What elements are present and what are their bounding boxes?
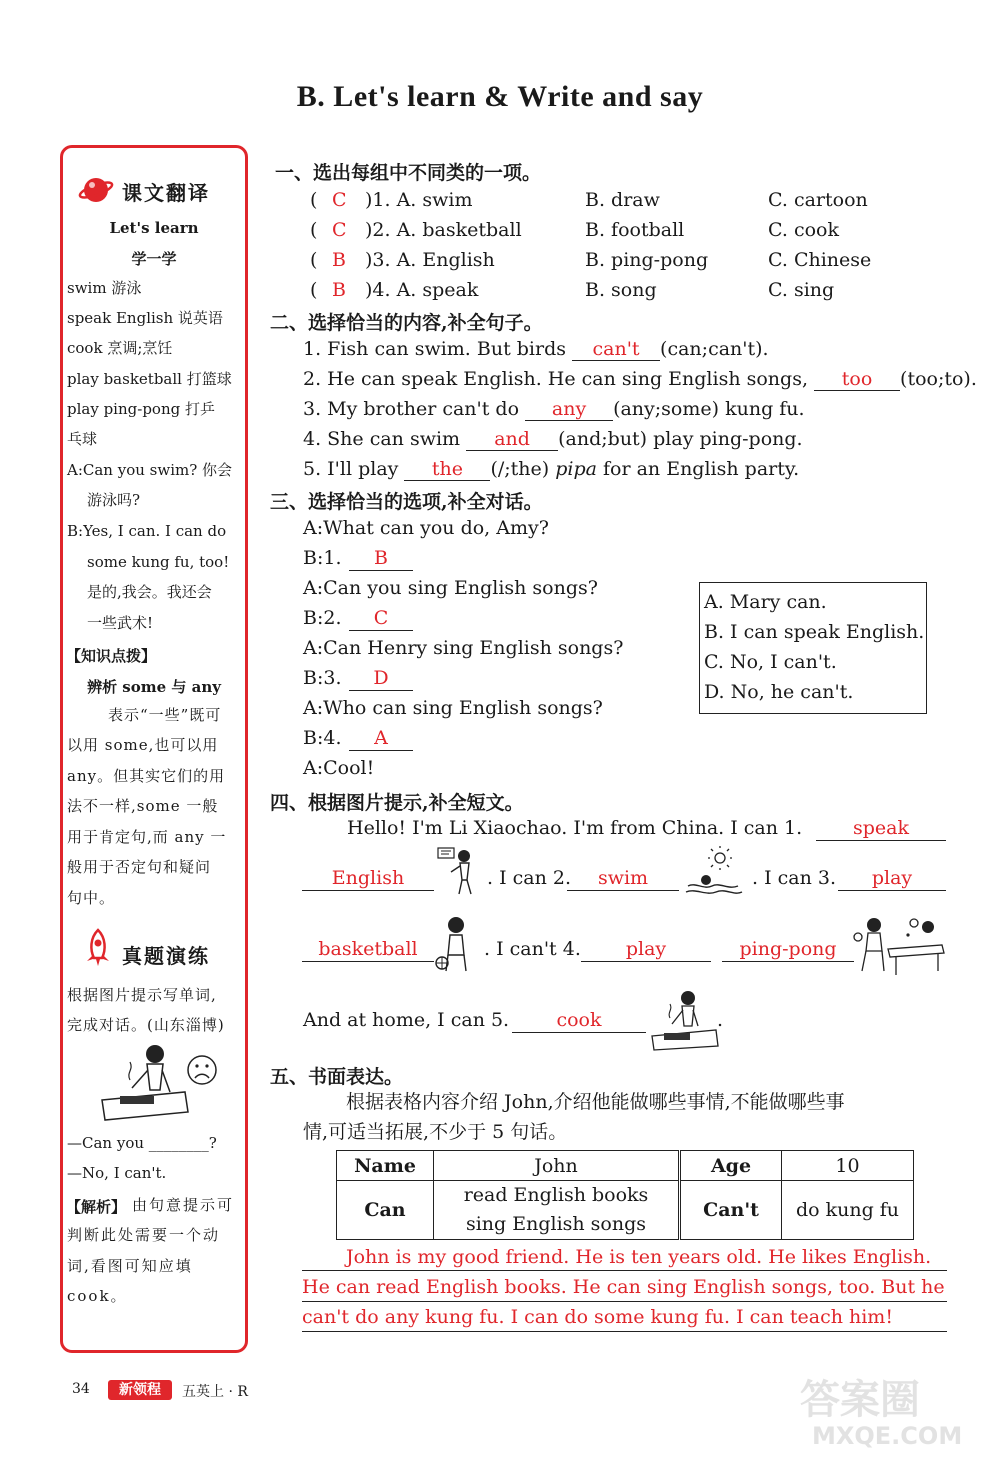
- option-b: B. song: [585, 279, 657, 301]
- sentence-options: (any;some) kung fu.: [613, 398, 805, 420]
- part4-text-4: . I can't 4.: [484, 938, 581, 960]
- swimming-picture: [682, 846, 746, 898]
- answer-cook: cook: [512, 1008, 646, 1033]
- page-number: 34: [72, 1381, 90, 1397]
- answer-pingpong: ping-pong: [722, 937, 854, 962]
- answer-english: English: [302, 866, 434, 891]
- answer-blank: the: [404, 458, 490, 481]
- paren-open: (: [310, 219, 318, 241]
- page-title: B. Let's learn & Write and say: [296, 80, 704, 113]
- sidebar-line: A:Can you swim? 你会: [67, 461, 233, 479]
- table-can-1: read English books: [463, 1184, 649, 1206]
- dialogue-line: A:Cool!: [303, 757, 375, 779]
- paren-open: (: [310, 249, 318, 271]
- cooking-picture: [650, 988, 720, 1052]
- dialogue-line: A:Can you sing English songs?: [303, 577, 598, 599]
- sentence-text: 2. He can speak English. He can sing English songs,: [303, 368, 815, 390]
- sidebar-sub-title: Let's learn: [109, 219, 199, 237]
- answer-choice: C: [332, 189, 347, 211]
- book-label: 五英上 · R: [182, 1384, 248, 1400]
- part5-prompt-2: 情,可适当拓展,不少于 5 句话。: [303, 1121, 568, 1143]
- answer-choice: B: [332, 279, 346, 301]
- rocket-icon: [80, 928, 116, 968]
- part4-heading: 四、根据图片提示,补全短文。: [270, 792, 524, 814]
- table-header-can: Can: [337, 1181, 434, 1240]
- dialogue-line: B:4.: [303, 727, 342, 749]
- sidebar-line: play ping-pong 打乒: [67, 400, 215, 418]
- sidebar-line: some kung fu, too!: [87, 553, 230, 571]
- table-cant: do kung fu: [782, 1181, 914, 1240]
- tip-line: any。但其实它们的用: [67, 767, 226, 785]
- part4-end: .: [717, 1009, 724, 1031]
- part5-heading: 五、书面表达。: [270, 1066, 404, 1088]
- sidebar-line: swim 游泳: [67, 279, 142, 297]
- tip-line: 般用于否定句和疑问: [67, 858, 212, 876]
- sidebar-line: 是的,我会。我还会: [87, 583, 212, 601]
- watermark-logo: 答案圈: [800, 1377, 920, 1423]
- answer-play-pingpong: play: [581, 937, 711, 962]
- italic-word: pipa: [555, 458, 597, 480]
- sentence-options: (/;the): [490, 458, 556, 480]
- part4-intro: Hello! I'm Li Xiaochao. I'm from China. I can 1.: [347, 817, 803, 839]
- dialogue-answer: D: [349, 666, 413, 691]
- analysis-line: 判断此处需要一个动: [67, 1226, 221, 1244]
- watermark-url: MXQE.COM: [812, 1422, 963, 1450]
- option-line: D. No, he can't.: [704, 681, 854, 703]
- part1-heading: 一、选出每组中不同类的一项。: [275, 162, 542, 184]
- sentence-row: [303, 337, 769, 361]
- table-can-2: sing English songs: [465, 1213, 647, 1235]
- speaking-english-picture: [436, 846, 484, 896]
- answer-blank: too: [814, 368, 900, 391]
- sidebar-section-exercise-title: 真题演练: [122, 944, 210, 968]
- tip-line: 法不一样,some 一般: [67, 797, 219, 815]
- option-b: B. ping-pong: [585, 249, 709, 271]
- tip-title: 辨析 some 与 any: [87, 678, 221, 696]
- sentence-row: [303, 397, 805, 421]
- answer-swim: swim: [567, 866, 679, 891]
- analysis-line: 由句意提示可: [132, 1196, 235, 1214]
- option-a: )4. A. speak: [365, 279, 479, 301]
- table-age: 10: [782, 1151, 914, 1181]
- sentence-text: 3. My brother can't do: [303, 398, 526, 420]
- cooking-boy-sad-face-picture: [100, 1040, 220, 1125]
- tip-line: 以用 some,也可以用: [67, 736, 219, 754]
- sentence-end: for an English party.: [596, 458, 800, 480]
- answer-blank: can't: [572, 338, 660, 361]
- sidebar-sub-title-cn: 学一学: [131, 250, 177, 268]
- essay-line-1: John is my good friend. He is ten years old. He likes English.: [302, 1243, 947, 1271]
- dialogue-line: B:3.: [303, 667, 342, 689]
- tip-line: 用于肯定句,而 any 一: [67, 828, 227, 846]
- answer-choice: B: [332, 249, 346, 271]
- tip-line: 句中。: [67, 889, 116, 907]
- sidebar-line: 游泳吗?: [87, 491, 141, 509]
- sidebar-section-translation-title: 课文翻译: [122, 181, 210, 205]
- table-header-cant: Can't: [680, 1181, 782, 1240]
- sentence-row: [303, 427, 803, 451]
- dialogue-answer: A: [349, 726, 413, 751]
- option-b: B. draw: [585, 189, 660, 211]
- dialogue-line: B:2.: [303, 607, 342, 629]
- table-can-cell: [434, 1181, 680, 1240]
- brand-badge: 新领程: [108, 1380, 172, 1400]
- part5-prompt-1: 根据表格内容介绍 John,介绍他能做哪些事情,不能做哪些事: [346, 1091, 845, 1113]
- analysis-line: cook。: [67, 1287, 128, 1305]
- paren-open: (: [310, 189, 318, 211]
- essay-line-2: He can read English books. He can sing English songs, too. But he: [302, 1273, 947, 1302]
- tip-line: 表示“一些”既可: [108, 706, 222, 724]
- dialogue-answer: C: [349, 606, 413, 631]
- answer-blank: any: [525, 398, 613, 421]
- sentence-options: (and;but) play ping-pong.: [558, 428, 803, 450]
- table-name: John: [434, 1151, 680, 1181]
- basketball-picture: [432, 915, 480, 973]
- table-header-age: Age: [680, 1151, 782, 1181]
- option-line: A. Mary can.: [704, 591, 827, 613]
- paren-open: (: [310, 279, 318, 301]
- option-a: )3. A. English: [365, 249, 495, 271]
- part4-text-2: . I can 2.: [487, 867, 571, 889]
- sidebar-line: B:Yes, I can. I can do: [67, 522, 227, 540]
- sentence-text: 5. I'll play: [303, 458, 405, 480]
- option-c: C. sing: [768, 279, 835, 301]
- sentence-row: [303, 457, 799, 481]
- exercise-line: 完成对话。(山东淄博): [67, 1016, 225, 1034]
- option-a: )2. A. basketball: [365, 219, 522, 241]
- planet-icon: [78, 172, 114, 208]
- sentence-options: (can;can't).: [660, 338, 769, 360]
- exercise-question-2: —No, I can't.: [67, 1164, 167, 1182]
- ping-pong-picture: [852, 915, 946, 977]
- sentence-text: 4. She can swim: [303, 428, 467, 450]
- dialogue-line: A:Who can sing English songs?: [303, 697, 603, 719]
- option-b: B. football: [585, 219, 685, 241]
- essay-line-3: can't do any kung fu. I can do some kung fu. I can teach him!: [302, 1303, 947, 1332]
- part2-heading: 二、选择恰当的内容,补全句子。: [270, 312, 543, 334]
- option-c: C. cartoon: [768, 189, 868, 211]
- sidebar-line: play basketball 打篮球: [67, 370, 232, 388]
- sentence-text: 1. Fish can swim. But birds: [303, 338, 573, 360]
- part3-heading: 三、选择恰当的选项,补全对话。: [270, 491, 543, 513]
- sentence-row: [303, 367, 977, 391]
- answer-choice: C: [332, 219, 347, 241]
- option-a: )1. A. swim: [365, 189, 473, 211]
- exercise-line: 根据图片提示写单词,: [67, 986, 217, 1004]
- dialogue-line: B:1.: [303, 547, 342, 569]
- part4-text-5: And at home, I can 5.: [303, 1009, 510, 1031]
- sidebar-line: speak English 说英语: [67, 309, 223, 327]
- table-header-name: Name: [337, 1151, 434, 1181]
- option-c: C. cook: [768, 219, 839, 241]
- option-c: C. Chinese: [768, 249, 872, 271]
- sentence-options: (too;to).: [900, 368, 977, 390]
- answer-blank: and: [466, 428, 558, 451]
- option-line: B. I can speak English.: [704, 621, 925, 643]
- info-table: [336, 1150, 914, 1240]
- dialogue-answer: B: [349, 546, 413, 571]
- sidebar-line: 一些武术!: [87, 614, 154, 632]
- answer-speak: speak: [816, 816, 946, 841]
- part4-text-3: . I can 3.: [752, 867, 836, 889]
- option-line: C. No, I can't.: [704, 651, 837, 673]
- answer-basketball: basketball: [302, 937, 434, 962]
- answer-play-basketball: play: [838, 866, 946, 891]
- sidebar-line: 乓球: [67, 430, 98, 448]
- tip-heading: 【知识点拨】: [66, 647, 157, 665]
- dialogue-line: A:What can you do, Amy?: [303, 517, 549, 539]
- dialogue-line: A:Can Henry sing English songs?: [303, 637, 624, 659]
- analysis-heading: 【解析】: [66, 1198, 127, 1216]
- analysis-line: 词,看图可知应填: [67, 1257, 193, 1275]
- exercise-question-1: —Can you ________?: [67, 1134, 217, 1152]
- sidebar-line: cook 烹调;烹饪: [67, 339, 173, 357]
